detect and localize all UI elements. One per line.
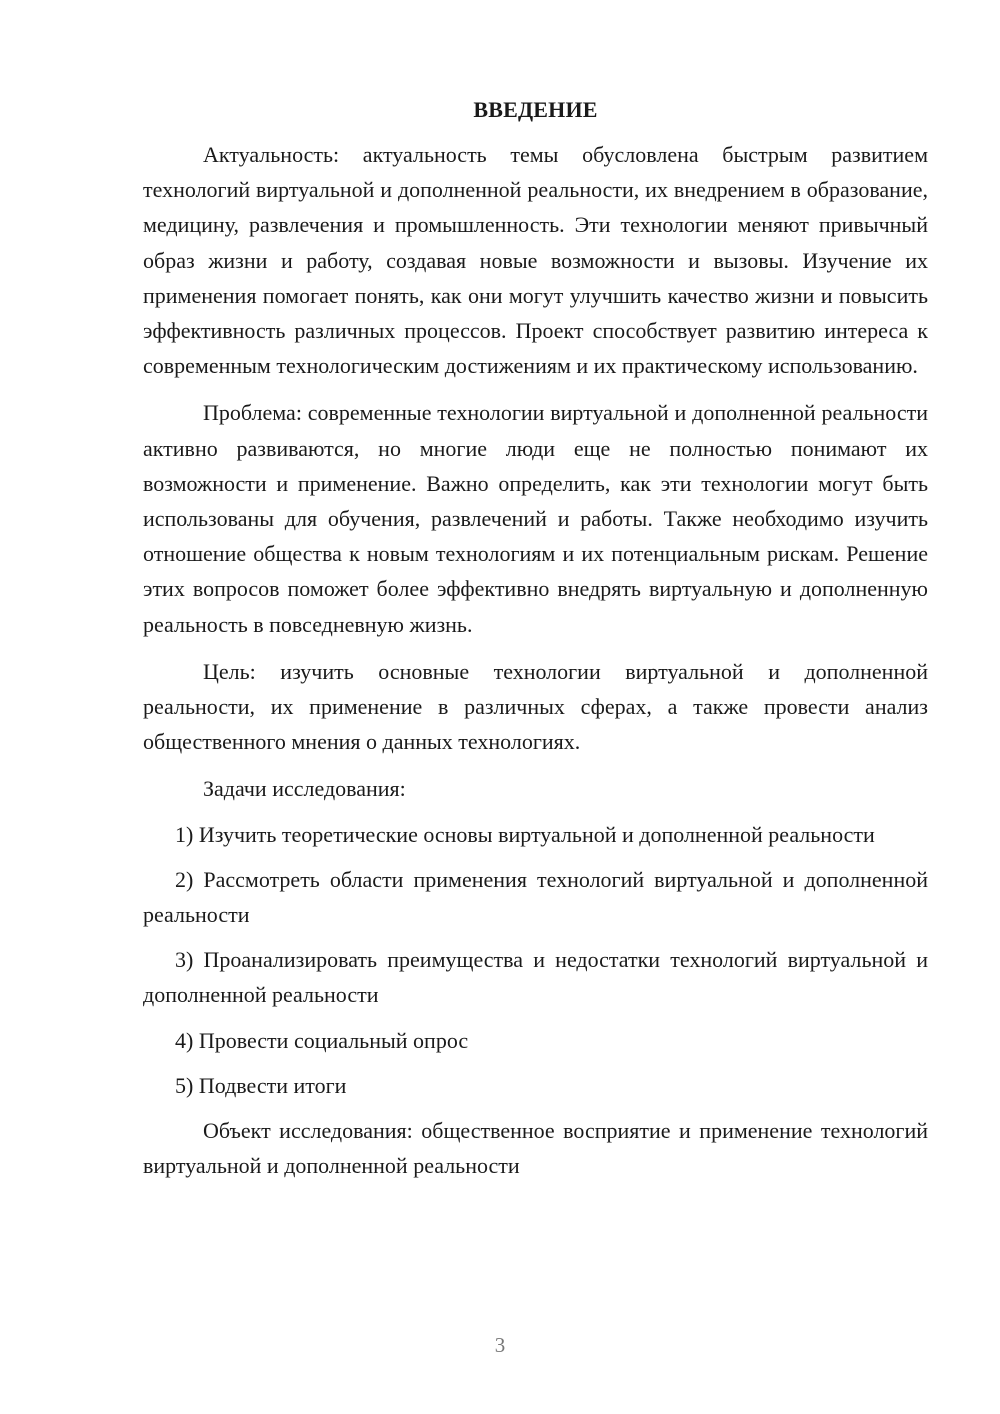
tasks-heading: Задачи исследования: xyxy=(203,776,406,802)
task-item: 4) Провести социальный опрос xyxy=(175,1027,469,1053)
page-content xyxy=(143,95,928,1195)
problem-paragraph: Проблема: современные технологии виртуальной и дополненной реальности активно развиваются, но многие люди еще не полностью понимают их возможности и применение. Важно определить, как эти технологии могут быть использованы для обучения, развлечений и работы. Также необходимо изучить отношение общества к новым технологиям и их потенциальным рискам. Решение этих вопросов поможет более эффективно внедрять виртуальную и дополненную реальность в повседневную жизнь. xyxy=(143,400,928,637)
page-title: ВВЕДЕНИЕ xyxy=(473,97,598,122)
tasks-list xyxy=(143,817,928,1103)
goal-paragraph: Цель: изучить основные технологии виртуальной и дополненной реальности, их применение в различных сферах, а также провести анализ общественного мнения о данных технологиях. xyxy=(143,658,928,755)
task-item: 1) Изучить теоретические основы виртуальной и дополненной реальности xyxy=(175,821,875,847)
relevance-paragraph: Актуальность: актуальность темы обусловлена быстрым развитием технологий виртуальной и дополненной реальности, их внедрением в образование, медицину, развлечения и промышленность. Эти технологии меняют привычный образ жизни и работу, создавая новые возможности и вызовы. Изучение их применения помогает понять, как они могут улучшить качество жизни и повысить эффективность различных процессов. Проект способствует развитию интереса к современным технологическим достижениям и их практическому использованию. xyxy=(143,142,928,379)
task-item: 2) Рассмотреть области применения технологий виртуальной и дополненной реальности xyxy=(143,866,928,928)
object-paragraph: Объект исследования: общественное восприятие и применение технологий виртуальной и дополненной реальности xyxy=(143,1118,928,1179)
task-item: 3) Проанализировать преимущества и недостатки технологий виртуальной и дополненной реальности xyxy=(143,947,928,1008)
page-number: 3 xyxy=(494,1333,506,1357)
task-item: 5) Подвести итоги xyxy=(175,1072,347,1098)
